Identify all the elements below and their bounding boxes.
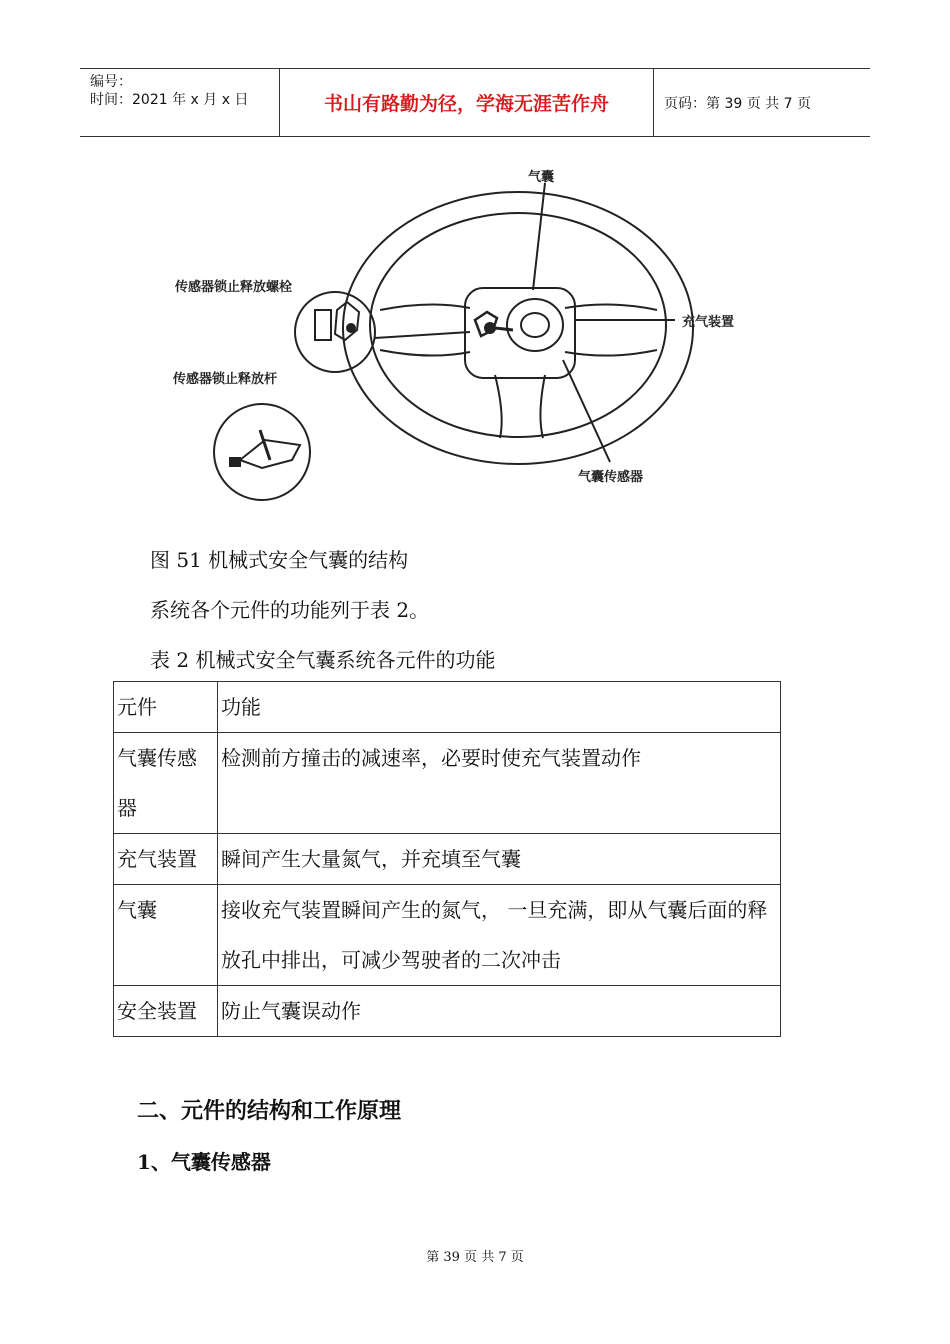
cell-function: 检测前方撞击的减速率，必要时使充气装置动作: [218, 733, 781, 834]
cell-function: 接收充气装置瞬间产生的氮气， 一旦充满，即从气囊后面的释放孔中排出，可减少驾驶者的二次冲击: [218, 885, 781, 986]
header-meta: [80, 69, 280, 136]
header-motto: 书山有路勤为径，学海无涯苦作舟: [280, 69, 654, 136]
cell-component: 安全装置: [114, 986, 218, 1037]
table-caption: 表 2 机械式安全气囊系统各元件的功能: [150, 648, 496, 672]
label-airbag: 气囊: [528, 170, 555, 185]
steering-wheel-illustration: [165, 160, 765, 510]
table-row: [114, 834, 781, 885]
table-row: [114, 733, 781, 834]
header-cell-component: 元件: [114, 682, 218, 733]
cell-component: 气囊传感器: [114, 733, 218, 834]
intro-paragraph: 系统各个元件的功能列于表 2。: [150, 598, 430, 622]
subsection-title: 1、气囊传感器: [137, 1150, 271, 1174]
cell-component: 充气装置: [114, 834, 218, 885]
header-page-info: 页码：第 39 页 共 7 页: [664, 95, 811, 112]
table-header-row: [114, 682, 781, 733]
doc-number-label: 编号：: [90, 74, 132, 90]
table-row: [114, 885, 781, 986]
header-cell-function: 功能: [218, 682, 781, 733]
label-sensor-lock-lever: 传感器锁止释放杆: [173, 372, 278, 387]
page-header: [80, 68, 870, 137]
component-function-table: [113, 681, 781, 1037]
label-airbag-sensor: 气囊传感器: [578, 470, 644, 485]
page-footer: 第 39 页 共 7 页: [426, 1250, 524, 1265]
label-inflator: 充气装置: [682, 315, 735, 330]
cell-component: 气囊: [114, 885, 218, 986]
doc-date: 时间：2021 年 x 月 x 日: [90, 92, 249, 108]
airbag-structure-figure: [165, 160, 765, 510]
cell-function: 防止气囊误动作: [218, 986, 781, 1037]
cell-function: 瞬间产生大量氮气，并充填至气囊: [218, 834, 781, 885]
label-sensor-lock-bolt: 传感器锁止释放螺栓: [175, 280, 293, 295]
table-row: [114, 986, 781, 1037]
section-title: 二、元件的结构和工作原理: [137, 1098, 402, 1124]
figure-caption: 图 51 机械式安全气囊的结构: [150, 548, 409, 572]
